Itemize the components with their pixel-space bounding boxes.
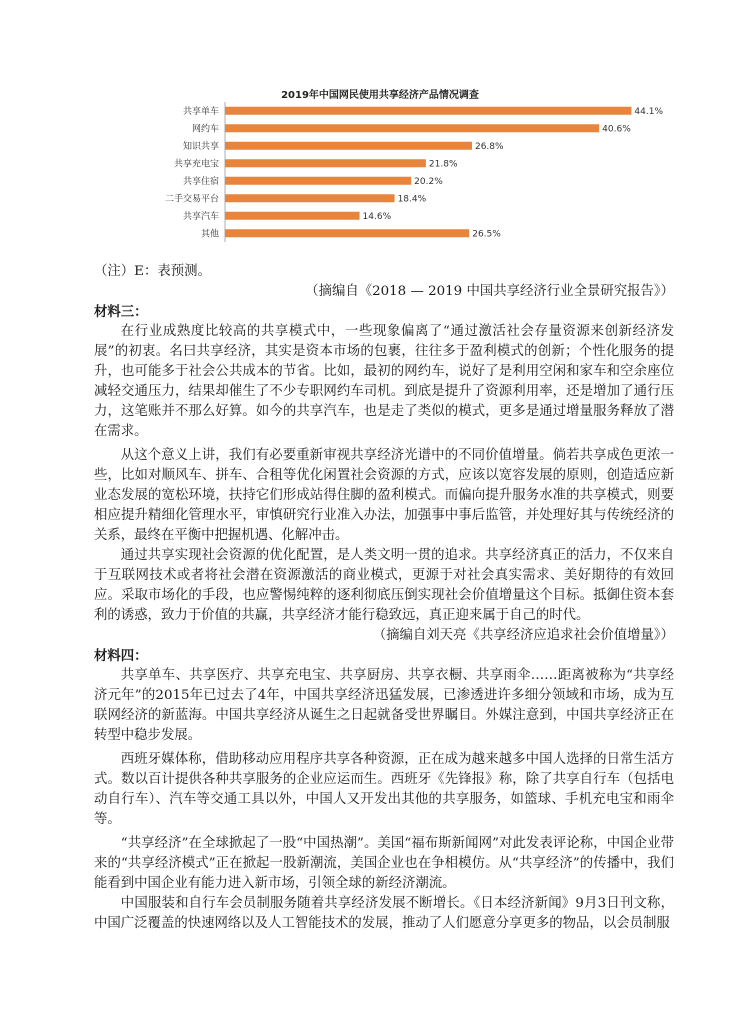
bar [225, 212, 360, 220]
category-label: 网约车 [191, 124, 219, 135]
material-4-paragraph-1: 共享单车、共享医疗、共享充电宝、共享厨房、共享衣橱、共享雨伞……距离被称为“共享经济元年”的2015年已过去了4年，中国共享经济迅猛发展，已渗透进许多细分领域和市场，成为互联网经济的新蓝海。中国共享经济从诞生之日起就备受世界瞩目。外媒注意到，中国共享经济正在转型中稳步发展。 [94, 668, 674, 743]
category-label: 共享充电宝 [173, 159, 219, 170]
value-label: 44.1% [634, 106, 664, 117]
material-3-paragraph-1: 在行业成熟度比较高的共享模式中，一些现象偏离了“通过激活社会存量资源来创新经济发展”的初衷。名曰共享经济，其实是资本市场的包裹，往往多于盈利模式的创新；个性化服务的提升，也可能多于社会公共成本的节省。比如，最初的网约车，说好了是利用空闲和家车和空余座位减轻交通压力，结果却催生了不少专职网约车司机。到底是提升了资源利用率，还是增加了通行压力，这笔账并不那么好算。如今的共享汽车，也是走了类似的模式，更多是通过增量服务释放了潜在需求。 [94, 324, 674, 439]
source-citation-2: （摘编自刘天亮《共享经济应追求社会价值增量》） [372, 628, 674, 643]
material-4-paragraph-4: 中国服装和自行车会员制服务随着共享经济发展不断增长。《日本经济新闻》9月3日刊文称，中国广泛覆盖的快速网络以及人工智能技术的发展，推动了人们愿意分享更多的物品，以会员制服 [94, 896, 674, 931]
bar [225, 194, 395, 202]
material-4-heading: 材料四： [94, 648, 148, 664]
bar [225, 124, 599, 132]
bar [225, 159, 426, 167]
material-3-paragraph-3: 通过共享实现社会资源的优化配置，是人类文明一贯的追求。共享经济真正的活力，不仅来自于互联网技术或者将社会潜在资源激活的商业模式，更源于对社会真实需求、美好期待的有效回应。采取市场化的手段，也应警惕纯粹的逐利彻底压倒实现社会价值增量这个目标。抵御住资本套利的诱惑，致力于价值的共赢，共享经济才能行稳致远，真正迎来属于自己的时代。 [94, 548, 674, 623]
material-4-paragraph-3: “共享经济”在全球掀起了一股“中国热潮”。美国“福布斯新闻网”对此发表评论称，中国企业带来的“共享经济模式”正在掀起一股新潮流，美国企业也在争相模仿。从“共享经济”的传播中，我们能看到中国企业有能力进入新市场，引领全球的新经济潮流。 [94, 836, 674, 891]
value-label: 26.8% [474, 141, 504, 152]
bar [225, 107, 631, 115]
category-label: 共享汽车 [182, 211, 219, 222]
bar [225, 177, 411, 185]
chart-title: 2019年中国网民使用共享经济产品情况调查 [281, 90, 479, 101]
category-label: 二手交易平台 [164, 194, 219, 205]
value-label: 18.4% [397, 194, 427, 205]
category-label: 共享单车 [182, 106, 219, 117]
bar [225, 229, 469, 237]
value-label: 14.6% [362, 211, 392, 222]
chart-container [150, 86, 664, 246]
source-citation-1: （摘编自《2018 — 2019 中国共享经济行业全景研究报告》） [305, 284, 674, 299]
category-label: 知识共享 [182, 141, 219, 152]
bar [225, 142, 472, 150]
chart-note: （注）E：表预测。 [94, 264, 211, 279]
category-label: 其他 [200, 229, 219, 240]
value-label: 20.2% [414, 176, 443, 187]
document-body [94, 262, 674, 934]
material-3-paragraph-2: 从这个意义上讲，我们有必要重新审视共享经济光谱中的不同价值增量。倘若共享成色更浓一些，比如对顺风车、拼车、合租等优化闲置社会资源的方式，应该以宽容发展的原则，创造适应新业态发展的宽松环境，扶持它们形成站得住脚的盈利模式。而偏向提升服务水准的共享模式，则要相应提升精细化管理水平，审慎研究行业准入办法，加强事中事后监管，并处理好其与传统经济的关系，最终在平衡中把握机遇、化解冲击。 [94, 448, 674, 543]
material-3-heading: 材料三： [94, 304, 148, 320]
value-label: 26.5% [472, 229, 501, 240]
material-4-paragraph-2: 西班牙媒体称，借助移动应用程序共享各种资源，正在成为越来越多中国人选择的日常生活方式。数以百计提供各种共享服务的企业应运而生。西班牙《先锋报》称，除了共享自行车（包括电动自行车）、汽车等交通工具以外，中国人又开发出其他的共享服务，如篮球、手机充电宝和雨伞等。 [94, 752, 674, 827]
bar-chart [150, 100, 664, 250]
category-label: 共享住宿 [182, 176, 219, 187]
value-label: 21.8% [428, 159, 458, 170]
value-label: 40.6% [602, 124, 631, 135]
